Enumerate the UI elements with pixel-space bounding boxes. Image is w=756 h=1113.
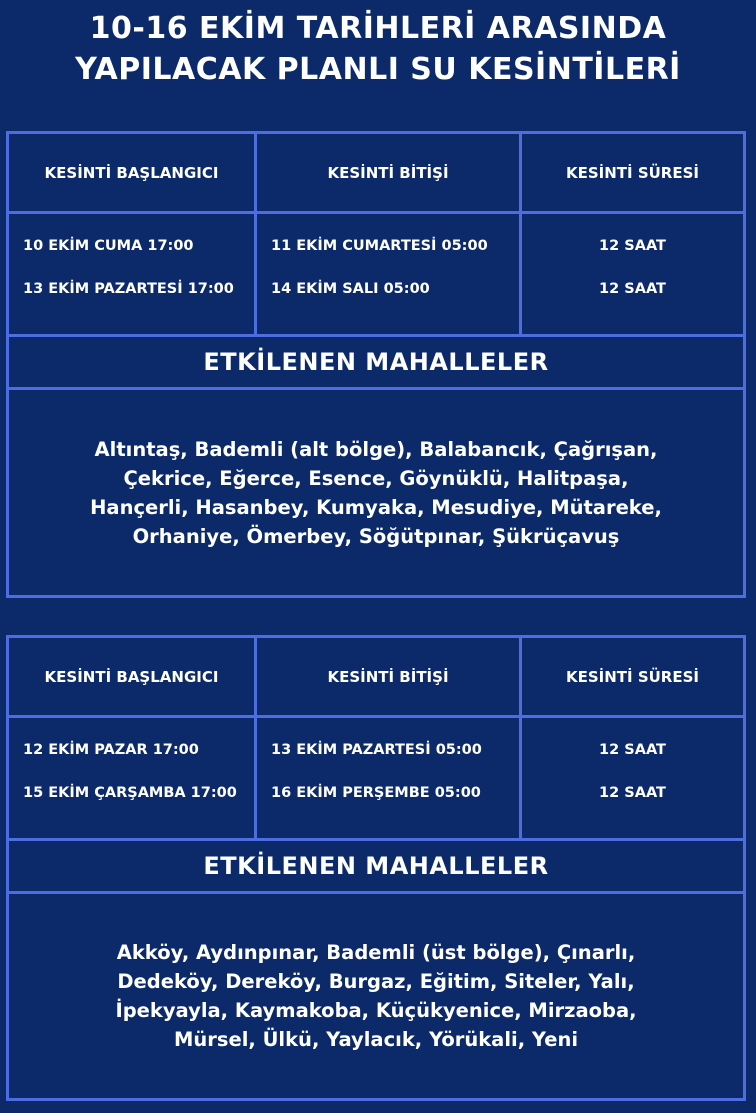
header-duration: KESİNTİ SÜRESİ xyxy=(565,667,699,686)
table-data-row xyxy=(9,214,743,337)
durations-cell xyxy=(522,718,743,838)
header-end: KESİNTİ BİTİŞİ xyxy=(257,638,522,715)
start-time: 10 EKİM CUMA 17:00 xyxy=(23,238,194,254)
duration: 12 SAAT xyxy=(599,785,666,801)
neighborhood-line: Hançerli, Hasanbey, Kumyaka, Mesudiye, Mütareke, xyxy=(90,495,662,519)
neighborhood-line: Altıntaş, Bademli (alt bölge), Balabancık, Çağrışan, xyxy=(94,437,658,461)
duration: 12 SAAT xyxy=(599,742,666,758)
header-start: KESİNTİ BAŞLANGICI xyxy=(9,638,257,715)
duration: 12 SAAT xyxy=(599,281,666,297)
start-time: 15 EKİM ÇARŞAMBA 17:00 xyxy=(23,785,237,801)
neighborhood-line: Dedeköy, Dereköy, Burgaz, Eğitim, Siteler, Yalı, xyxy=(117,970,635,993)
table-data-row xyxy=(9,718,743,841)
affected-neighborhoods-heading: ETKİLENEN MAHALLELER xyxy=(9,337,743,390)
outage-table-2 xyxy=(6,635,746,1101)
durations-cell xyxy=(522,214,743,334)
neighborhood-line: İpekyayla, Kaymakoba, Küçükyenice, Mirzaoba, xyxy=(115,999,637,1022)
table-header-row xyxy=(9,638,743,718)
header-duration: KESİNTİ SÜRESİ xyxy=(565,163,699,182)
start-time: 12 EKİM PAZAR 17:00 xyxy=(23,742,199,758)
end-time: 16 EKİM PERŞEMBE 05:00 xyxy=(271,785,481,801)
start-times-cell xyxy=(9,214,257,334)
end-times-cell xyxy=(257,718,522,838)
end-time: 14 EKİM SALI 05:00 xyxy=(271,281,430,297)
neighborhood-list xyxy=(9,390,743,595)
title-line-2: YAPILACAK PLANLI SU KESİNTİLERİ xyxy=(75,52,681,87)
end-times-cell xyxy=(257,214,522,334)
start-times-cell xyxy=(9,718,257,838)
end-time: 11 EKİM CUMARTESİ 05:00 xyxy=(271,238,488,254)
header-start: KESİNTİ BAŞLANGICI xyxy=(9,134,257,211)
affected-neighborhoods-heading: ETKİLENEN MAHALLELER xyxy=(9,841,743,894)
neighborhood-line: Orhaniye, Ömerbey, Söğütpınar, Şükrüçavuş xyxy=(132,524,620,548)
duration: 12 SAAT xyxy=(599,238,666,254)
outage-table-1 xyxy=(6,131,746,598)
neighborhood-line: Mürsel, Ülkü, Yaylacık, Yörükali, Yeni xyxy=(173,1028,579,1051)
start-time: 13 EKİM PAZARTESİ 17:00 xyxy=(23,281,234,297)
table-header-row xyxy=(9,134,743,214)
end-time: 13 EKİM PAZARTESİ 05:00 xyxy=(271,742,482,758)
neighborhood-list xyxy=(9,894,743,1098)
neighborhood-line: Çekrice, Eğerce, Esence, Göynüklü, Halitpaşa, xyxy=(123,466,629,490)
neighborhood-line: Akköy, Aydınpınar, Bademli (üst bölge), Çınarlı, xyxy=(116,941,636,964)
page-title xyxy=(0,8,756,90)
title-line-1: 10-16 EKİM TARİHLERİ ARASINDA xyxy=(89,11,667,46)
header-end: KESİNTİ BİTİŞİ xyxy=(257,134,522,211)
